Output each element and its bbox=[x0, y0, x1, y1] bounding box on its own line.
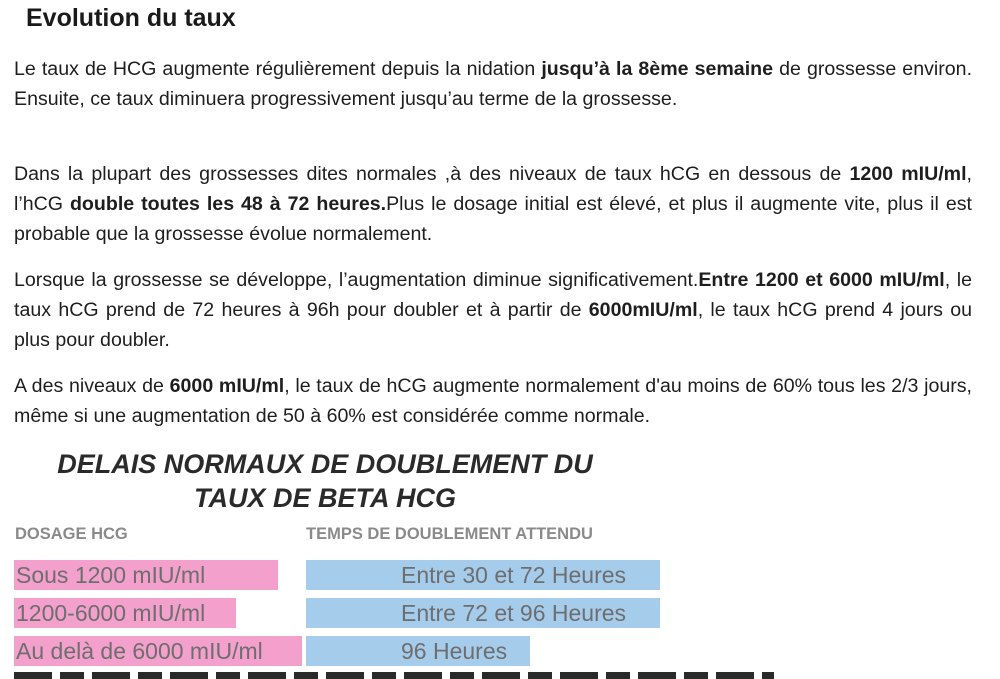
paragraph-text: , le taux de hCG augmente normalement d'au moins de 60% tous les 2/3 jours, même si une augmentation de 50 à 60% est considérée comme normale. bbox=[14, 375, 972, 427]
paragraph-bold-text: Entre 1200 et 6000 mIU/ml bbox=[698, 269, 945, 291]
paragraph-text: Dans la plupart des grossesses dites normales ,à des niveaux de taux hCG en dessous de bbox=[14, 163, 850, 185]
paragraph-hcg-rise bbox=[14, 54, 972, 114]
paragraph-growth-slowdown bbox=[14, 265, 972, 355]
table-cell-doubling-time: 96 Heures bbox=[306, 636, 530, 666]
section-title: Evolution du taux bbox=[26, 4, 236, 32]
table-cell-dosage: 1200-6000 mIU/ml bbox=[14, 598, 236, 628]
paragraph-text: , le taux hCG prend 4 jours ou plus pour doubler. bbox=[14, 299, 972, 351]
table-title-line-2: TAUX DE BETA HCG bbox=[194, 483, 456, 513]
paragraph-doubling-time bbox=[14, 159, 972, 249]
paragraph-text: Plus le dosage initial est élevé, et plus il augmente vite, plus il est probable que la grossesse évolue normalement. bbox=[14, 193, 972, 245]
paragraph-bold-text: 6000 mIU/ml bbox=[169, 375, 285, 397]
paragraph-text: de grossesse environ. Ensuite, ce taux diminuera progressivement jusqu’au terme de la grossesse. bbox=[14, 58, 973, 110]
paragraph-text: Le taux de HCG augmente régulièrement depuis la nidation bbox=[14, 58, 542, 80]
table-title-line-1: DELAIS NORMAUX DE DOUBLEMENT DU bbox=[57, 449, 593, 479]
paragraph-bold-text: jusqu’à la 8ème semaine bbox=[541, 58, 774, 80]
table-cell-doubling-time: Entre 72 et 96 Heures bbox=[306, 598, 660, 628]
paragraph-bold-text: 6000mIU/ml bbox=[588, 299, 698, 321]
paragraph-text: , le taux hCG prend de 72 heures à 96h pour doubler et à partir de bbox=[14, 269, 972, 321]
column-header-dosage: DOSAGE HCG bbox=[15, 525, 128, 543]
table-cell-doubling-time: Entre 30 et 72 Heures bbox=[306, 560, 660, 590]
table-cell-dosage: Sous 1200 mIU/ml bbox=[14, 560, 278, 590]
paragraph-text: , l’hCG bbox=[14, 163, 972, 215]
paragraph-bold-text: 1200 mIU/ml bbox=[849, 163, 967, 185]
table-cell-dosage: Au delà de 6000 mIU/ml bbox=[14, 636, 302, 666]
cut-off-text-line bbox=[14, 672, 774, 679]
paragraph-text: Lorsque la grossesse se développe, l’augmentation diminue significativement. bbox=[14, 269, 699, 291]
paragraph-text: A des niveaux de bbox=[14, 375, 170, 397]
paragraph-6000-level bbox=[14, 371, 972, 431]
column-header-doubling-time: TEMPS DE DOUBLEMENT ATTENDU bbox=[306, 525, 593, 543]
paragraph-bold-text: double toutes les 48 à 72 heures. bbox=[69, 193, 387, 215]
